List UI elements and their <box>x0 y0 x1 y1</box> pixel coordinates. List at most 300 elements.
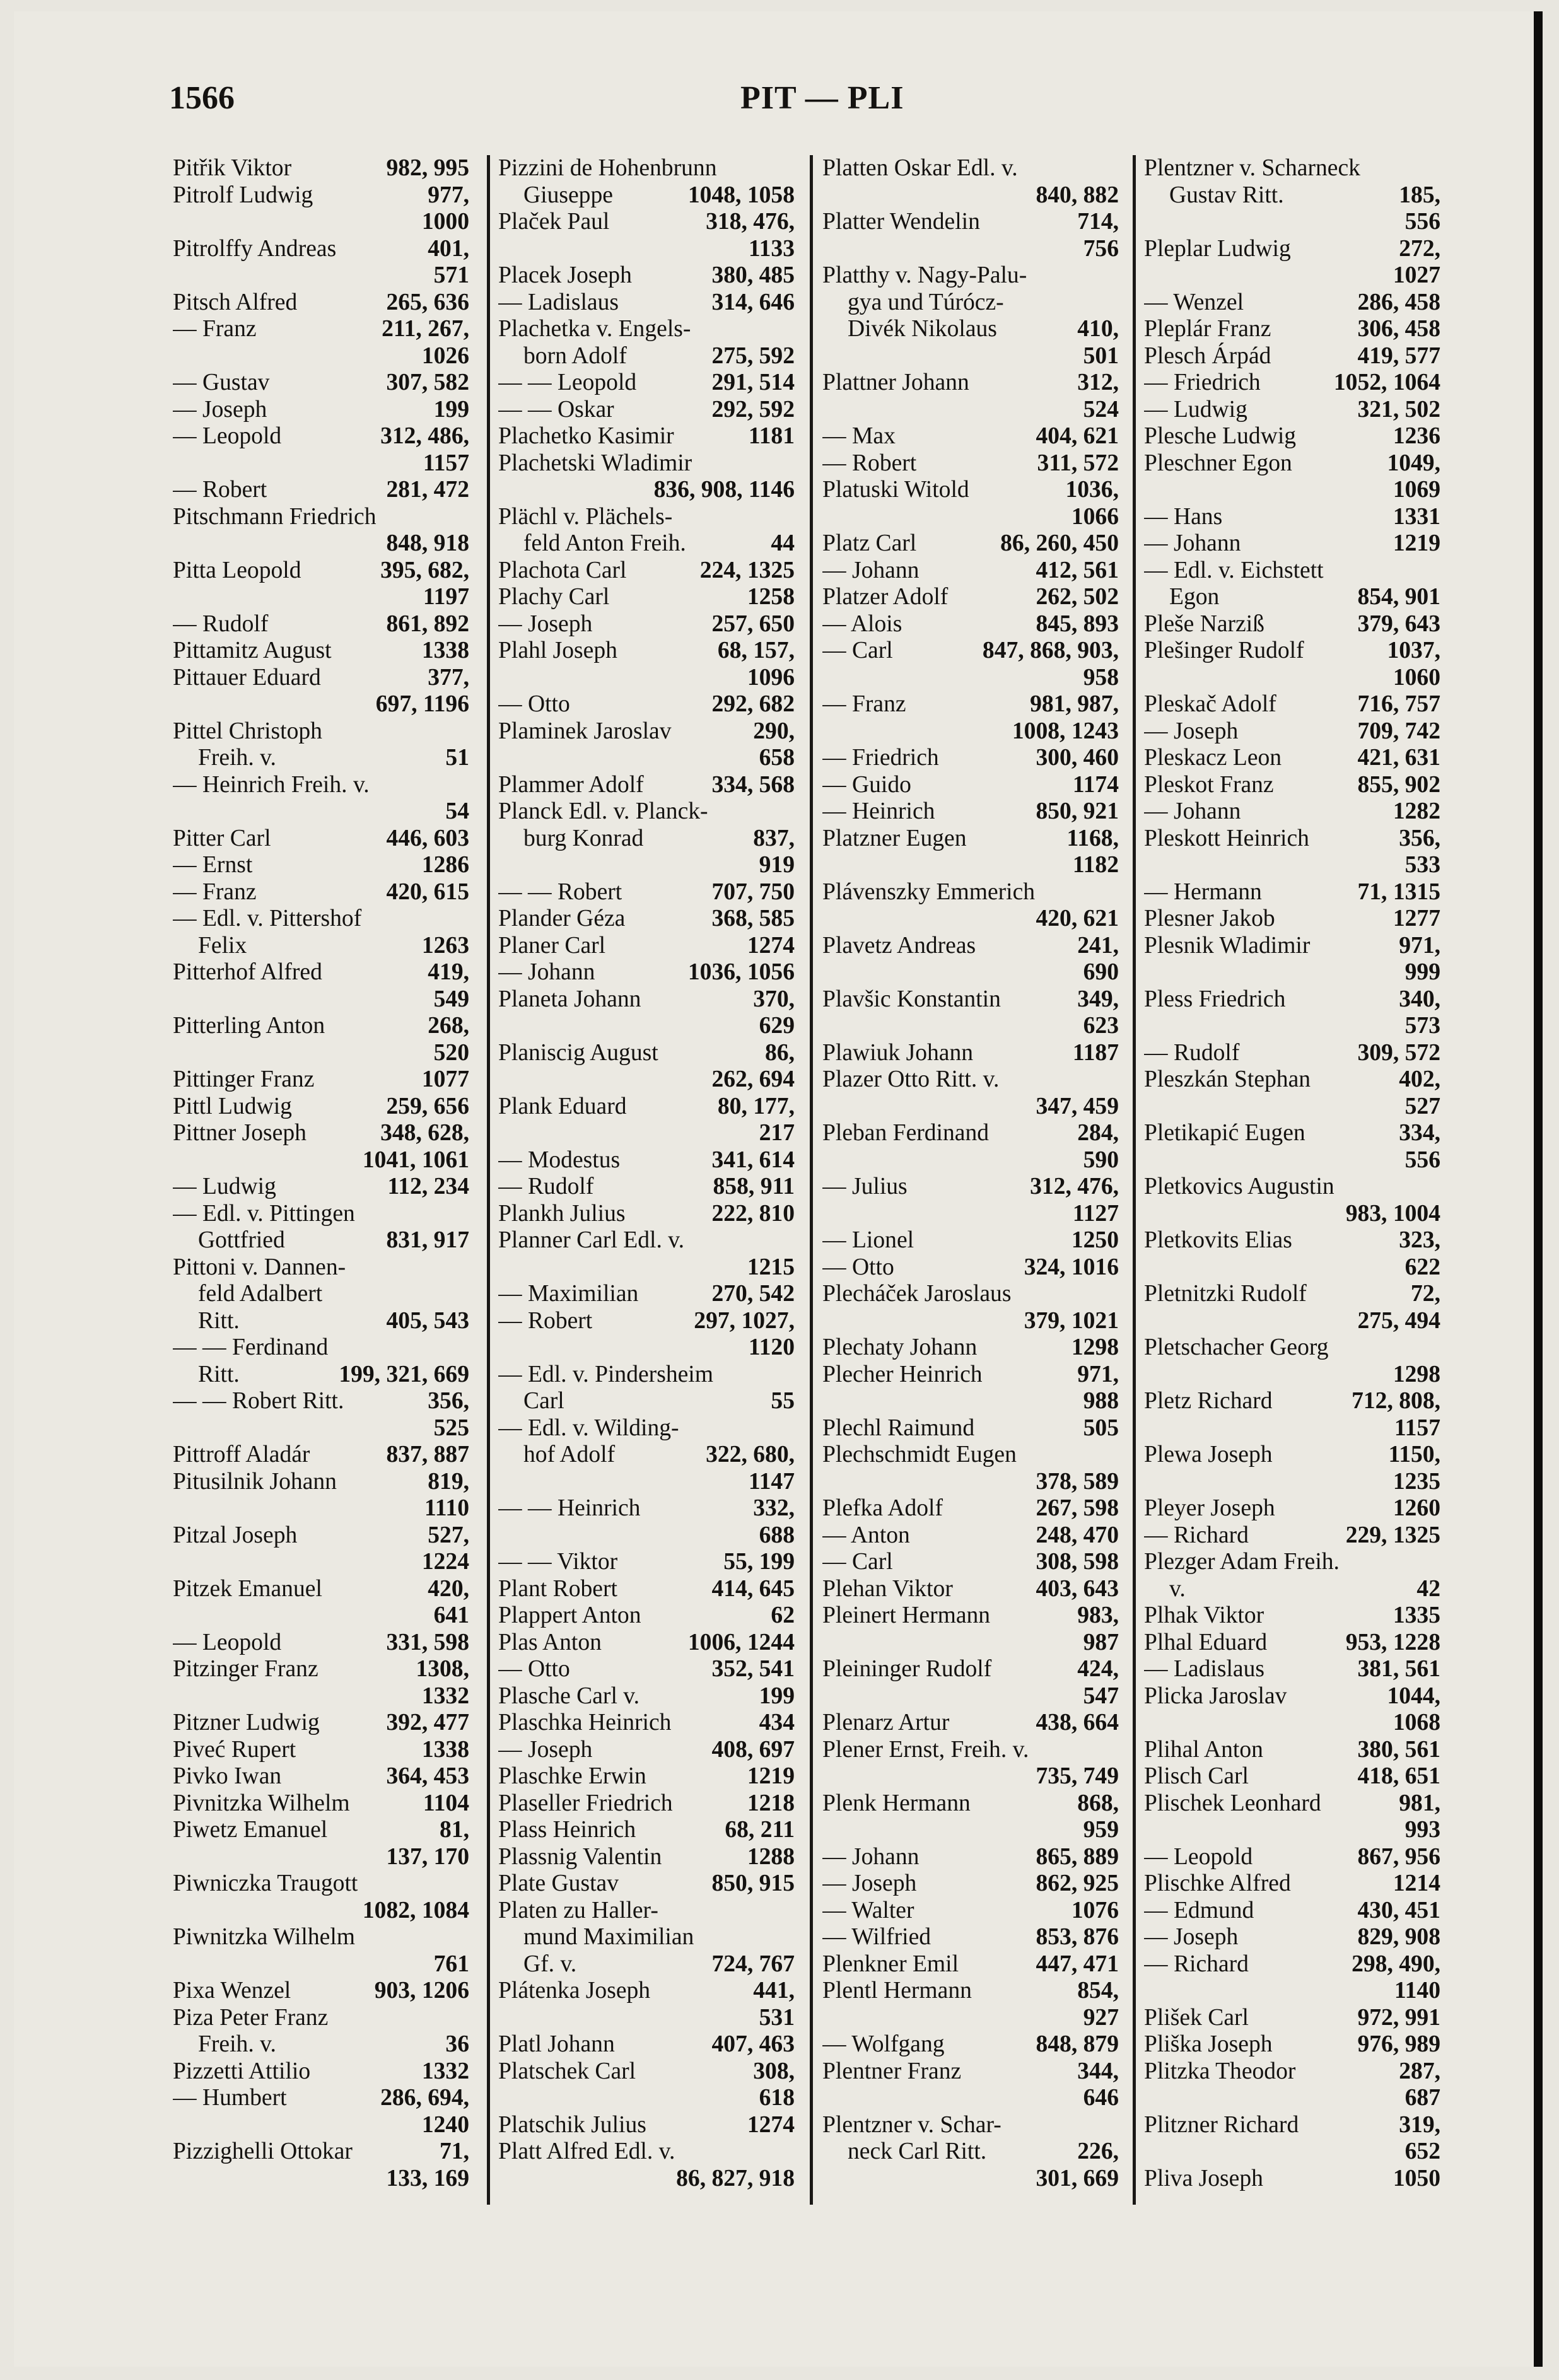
entry-pages: 86, <box>765 1039 795 1066</box>
index-entry <box>173 825 469 853</box>
entry-pages: 379, 1021 <box>1024 1307 1119 1334</box>
index-entry <box>498 530 795 557</box>
index-entry <box>173 1308 469 1335</box>
entry-pages: 404, 621 <box>1036 423 1119 449</box>
entry-name: Plavšic Konstantin <box>822 986 1001 1012</box>
index-entry <box>173 1334 469 1362</box>
entry-name: Plaček Paul <box>498 209 610 235</box>
index-entry <box>822 370 1119 397</box>
index-entry <box>1144 1951 1440 1978</box>
index-entry <box>822 825 1119 853</box>
entry-name: Plezger Adam Freih. <box>1144 1549 1340 1575</box>
entry-pages: 438, 664 <box>1036 1710 1119 1735</box>
entry-pages: 533 <box>1404 852 1440 878</box>
entry-pages: 368, 585 <box>711 906 795 931</box>
entry-name: — Carl <box>822 638 893 663</box>
entry-pages: 217 <box>759 1120 795 1146</box>
index-entry <box>173 1737 469 1764</box>
entry-pages: 370, <box>753 986 795 1012</box>
entry-pages: 262, 694 <box>711 1066 795 1092</box>
entry-name: Pittroff Aladár <box>173 1442 310 1467</box>
index-entry <box>1144 1737 1440 1764</box>
entry-pages: 1258 <box>747 584 795 610</box>
entry-name: Pleschner Egon <box>1144 450 1292 476</box>
entry-pages: 298, 490, <box>1352 1951 1440 1977</box>
index-entry <box>498 1576 795 1603</box>
entry-name: Plechschmidt Eugen <box>822 1442 1017 1467</box>
entry-pages: 275, 592 <box>711 342 795 369</box>
entry-pages: 268, <box>428 1013 469 1039</box>
entry-pages: 55, 199 <box>723 1549 795 1575</box>
index-entry <box>498 343 795 370</box>
index-entry <box>1144 343 1440 370</box>
index-entry <box>173 2005 469 2032</box>
index-entry <box>173 1174 469 1201</box>
index-entry <box>498 1227 795 1254</box>
index-entry <box>1144 1924 1440 1951</box>
entry-pages: 716, 757 <box>1357 691 1440 717</box>
entry-name: Pitzner Ludwig <box>173 1710 320 1735</box>
entry-pages: 977, <box>428 182 469 208</box>
entry-name: Plewa Joseph <box>1144 1442 1273 1467</box>
entry-pages: 1250 <box>1071 1227 1119 1253</box>
index-entry <box>1144 1281 1440 1308</box>
entry-name: — — Leopold <box>498 370 637 395</box>
entry-pages: 1240 <box>421 2111 469 2138</box>
index-entry <box>1144 2138 1440 2166</box>
entry-name: — Wolfgang <box>822 2031 945 2057</box>
index-entry <box>1144 1415 1440 1442</box>
index-entry <box>173 1495 469 1522</box>
entry-name: Pittamitz August <box>173 638 332 663</box>
index-entry <box>1144 2005 1440 2032</box>
entry-pages: 1308, <box>416 1656 469 1682</box>
index-entry <box>1144 504 1440 531</box>
index-entry <box>498 1630 795 1657</box>
entry-name: — — Robert Ritt. <box>173 1388 344 1414</box>
index-entry <box>173 1790 469 1817</box>
entry-pages: 1133 <box>748 235 795 262</box>
entry-name: — Friedrich <box>822 745 939 771</box>
entry-name: Pitrolf Ludwig <box>173 182 313 208</box>
index-entry <box>498 450 795 477</box>
entry-pages: 854, 901 <box>1357 584 1440 610</box>
index-entry <box>822 530 1119 557</box>
index-entry <box>498 1763 795 1790</box>
entry-name: Plant Robert <box>498 1575 617 1602</box>
index-entry <box>498 1040 795 1067</box>
entry-name: — Joseph <box>1144 1924 1239 1950</box>
entry-pages: 953, 1228 <box>1345 1629 1440 1655</box>
index-entry <box>822 1495 1119 1522</box>
index-entry <box>822 1630 1119 1657</box>
entry-name: Piwnitzka Wilhelm <box>173 1924 355 1950</box>
index-entry <box>822 1469 1119 1496</box>
entry-name: Plesnik Wladimir <box>1144 932 1311 959</box>
entry-pages: 292, 592 <box>711 396 795 423</box>
entry-name: Pliva Joseph <box>1144 2165 1263 2191</box>
entry-name: Plhal Eduard <box>1144 1629 1268 1655</box>
index-entry <box>498 1120 795 1147</box>
entry-pages: 1044, <box>1387 1683 1440 1709</box>
entry-name: Plitzka Theodor <box>1144 2058 1296 2084</box>
entry-name: Pixa Wenzel <box>173 1978 291 2004</box>
entry-name: Plischek Leonhard <box>1144 1790 1321 1816</box>
index-entry <box>173 1147 469 1174</box>
entry-pages: 756 <box>1083 235 1119 262</box>
entry-name: Pleskač Adolf <box>1144 691 1276 717</box>
index-entry <box>498 236 795 263</box>
entry-name: Plefka Adolf <box>822 1495 943 1521</box>
entry-pages: 688 <box>759 1522 795 1548</box>
entry-pages: 1235 <box>1393 1468 1440 1495</box>
entry-pages: 982, 995 <box>386 155 469 181</box>
entry-pages: 641 <box>433 1602 469 1628</box>
entry-pages: 378, 589 <box>1036 1468 1119 1495</box>
index-entry <box>498 879 795 906</box>
entry-name: Plachota Carl <box>498 557 627 583</box>
index-entry <box>1144 1790 1440 1817</box>
entry-pages: 697, 1196 <box>375 691 469 717</box>
entry-pages: 981, <box>1399 1790 1440 1816</box>
entry-name: Ritt. <box>198 1307 240 1334</box>
index-entry <box>822 959 1119 986</box>
entry-name: — — Robert <box>498 878 622 905</box>
entry-pages: 981, 987, <box>1030 691 1119 717</box>
entry-pages: 690 <box>1083 959 1119 985</box>
entry-name: Pleszkán Stephan <box>1144 1066 1311 1092</box>
entry-name: Pizzighelli Ottokar <box>173 2138 353 2164</box>
entry-pages: 80, 177, <box>717 1093 795 1119</box>
entry-pages: 1037, <box>1387 638 1440 663</box>
index-entry <box>822 933 1119 960</box>
entry-name: Pitter Carl <box>173 825 271 851</box>
index-entry <box>822 1066 1119 1094</box>
index-entry <box>173 1630 469 1657</box>
entry-pages: 1219 <box>747 1763 795 1789</box>
entry-pages: 319, <box>1399 2111 1440 2138</box>
entry-name: Pittner Joseph <box>173 1120 307 1146</box>
index-entry <box>498 1844 795 1871</box>
index-entry <box>173 2138 469 2166</box>
entry-pages: 971, <box>1077 1361 1119 1387</box>
index-entry <box>173 370 469 397</box>
index-entry <box>822 1737 1119 1764</box>
entry-name: — Otto <box>498 691 570 717</box>
entry-pages: 71, 1315 <box>1357 878 1440 905</box>
index-entry <box>498 798 795 825</box>
entry-pages: 903, 1206 <box>374 1978 469 2004</box>
entry-pages: 1082, 1084 <box>362 1897 469 1923</box>
entry-pages: 547 <box>1083 1683 1119 1709</box>
entry-pages: 68, 157, <box>717 638 795 663</box>
index-entry <box>173 1227 469 1254</box>
index-entry <box>173 1388 469 1415</box>
index-entry <box>822 504 1119 531</box>
index-entry <box>1144 665 1440 692</box>
entry-name: Pitterling Anton <box>173 1013 325 1039</box>
index-entry <box>1144 2058 1440 2085</box>
entry-name: Pizzini de Hohenbrunn <box>498 155 717 181</box>
entry-pages: 314, 646 <box>711 289 795 315</box>
index-entry <box>822 289 1119 317</box>
index-entry <box>173 638 469 665</box>
entry-pages: 410, <box>1077 316 1119 342</box>
index-entry <box>173 1442 469 1469</box>
entry-pages: 1215 <box>747 1254 795 1280</box>
index-entry <box>173 852 469 879</box>
index-entry <box>498 1201 795 1228</box>
entry-name: Gustav Ritt. <box>1169 182 1284 208</box>
entry-name: Plišek Carl <box>1144 2004 1249 2031</box>
entry-pages: 312, 486, <box>380 423 469 449</box>
entry-pages: 1077 <box>421 1066 469 1092</box>
index-entry <box>498 2138 795 2166</box>
entry-name: Pitta Leopold <box>173 557 301 583</box>
entry-name: Pittauer Eduard <box>173 664 321 691</box>
entry-pages: 1263 <box>421 932 469 959</box>
entry-pages: 1147 <box>748 1468 795 1495</box>
index-entry <box>173 530 469 557</box>
index-entry <box>822 879 1119 906</box>
entry-name: Pittl Ludwig <box>173 1093 292 1119</box>
entry-pages: 987 <box>1083 1629 1119 1655</box>
index-entry <box>498 370 795 397</box>
index-entry <box>822 1308 1119 1335</box>
entry-pages: 284, <box>1077 1120 1119 1146</box>
index-entry <box>498 2112 795 2139</box>
index-entry <box>822 584 1119 611</box>
entry-name: Giuseppe <box>523 182 613 208</box>
index-entry <box>822 182 1119 209</box>
entry-pages: 318, 476, <box>706 209 795 235</box>
entry-name: — Johann <box>822 1843 920 1870</box>
entry-pages: 1096 <box>747 664 795 691</box>
entry-name: Planck Edl. v. Planck- <box>498 798 708 824</box>
entry-name: Pless Friedrich <box>1144 986 1286 1012</box>
entry-pages: 356, <box>428 1388 469 1414</box>
entry-name: Pliška Joseph <box>1144 2031 1273 2057</box>
index-entry <box>173 1469 469 1496</box>
index-entry <box>173 343 469 370</box>
entry-name: Pitzek Emanuel <box>173 1575 322 1602</box>
index-entry <box>822 1013 1119 1040</box>
index-entry <box>1144 959 1440 986</box>
index-entry <box>173 397 469 424</box>
entry-name: — Ernst <box>173 852 253 878</box>
entry-pages: 573 <box>1404 1013 1440 1039</box>
entry-pages: 1219 <box>1393 530 1440 556</box>
entry-name: Pletnitzki Rudolf <box>1144 1281 1307 1307</box>
index-entry <box>173 1013 469 1040</box>
entry-pages: 347, 459 <box>1036 1093 1119 1119</box>
index-entry <box>1144 1710 1440 1737</box>
entry-name: — Ludwig <box>1144 396 1247 423</box>
entry-name: — Ludwig <box>173 1174 276 1199</box>
index-columns <box>173 155 1453 2205</box>
index-entry <box>173 1924 469 1951</box>
index-entry <box>822 718 1119 745</box>
entry-name: — Rudolf <box>1144 1039 1240 1066</box>
entry-pages: 301, 669 <box>1036 2165 1119 2191</box>
index-entry <box>173 959 469 986</box>
index-entry <box>1144 289 1440 317</box>
entry-name: — Max <box>822 423 896 449</box>
index-entry <box>173 1040 469 1067</box>
index-entry <box>173 504 469 531</box>
entry-name: Plachetka v. Engels- <box>498 316 691 342</box>
index-entry <box>1144 1522 1440 1549</box>
index-entry <box>1144 2085 1440 2112</box>
entry-name: Plicka Jaroslav <box>1144 1683 1287 1709</box>
entry-name: — Edl. v. Pindersheim <box>498 1361 713 1387</box>
index-column-1 <box>173 155 469 2205</box>
entry-pages: 1000 <box>421 209 469 235</box>
index-entry <box>1144 1066 1440 1094</box>
entry-pages: 364, 453 <box>386 1763 469 1789</box>
entry-pages: 403, 643 <box>1036 1575 1119 1602</box>
entry-pages: 402, <box>1399 1066 1440 1092</box>
entry-pages: 36 <box>445 2031 469 2057</box>
entry-name: — Modestus <box>498 1146 621 1173</box>
entry-name: Platten Oskar Edl. v. <box>822 155 1018 181</box>
entry-pages: 1298 <box>1071 1334 1119 1360</box>
entry-pages: 420, 615 <box>386 878 469 905</box>
entry-pages: 68, 211 <box>725 1817 795 1843</box>
entry-name: Pletz Richard <box>1144 1388 1273 1414</box>
index-entry <box>1144 1334 1440 1362</box>
index-entry <box>173 691 469 718</box>
index-entry <box>173 1066 469 1094</box>
index-entry <box>1144 423 1440 450</box>
entry-pages: 520 <box>433 1039 469 1066</box>
entry-name: Pletkovics Augustin <box>1144 1174 1334 1199</box>
entry-pages: 434 <box>759 1710 795 1735</box>
index-entry <box>1144 1549 1440 1576</box>
index-entry <box>1144 611 1440 638</box>
entry-pages: 1052, 1064 <box>1333 370 1440 395</box>
index-entry <box>498 1790 795 1817</box>
entry-pages: 405, 543 <box>386 1307 469 1334</box>
index-entry <box>173 745 469 772</box>
index-entry <box>822 1763 1119 1790</box>
entry-pages: 850, 921 <box>1036 798 1119 824</box>
index-entry <box>498 1147 795 1174</box>
index-entry <box>822 1040 1119 1067</box>
entry-pages: 395, 682, <box>380 557 469 583</box>
index-entry <box>498 209 795 236</box>
entry-name: Plesner Jakob <box>1144 906 1275 931</box>
entry-pages: 287, <box>1399 2058 1440 2084</box>
index-entry <box>822 1924 1119 1951</box>
entry-name: — Leopold <box>173 423 282 449</box>
entry-pages: 527 <box>1404 1093 1440 1119</box>
entry-name: Plechaty Johann <box>822 1334 978 1360</box>
entry-pages: 707, 750 <box>711 878 795 905</box>
entry-pages: 419, <box>428 959 469 985</box>
entry-pages: 840, 882 <box>1036 182 1119 208</box>
index-entry <box>822 611 1119 638</box>
entry-name: — Lionel <box>822 1227 914 1253</box>
entry-pages: 622 <box>1404 1254 1440 1280</box>
entry-pages: 1260 <box>1393 1495 1440 1521</box>
index-entry <box>1144 1469 1440 1496</box>
index-entry <box>498 665 795 692</box>
index-entry <box>822 745 1119 772</box>
entry-name: burg Konrad <box>523 825 644 851</box>
entry-name: Piwniczka Traugott <box>173 1870 358 1896</box>
entry-name: Platen zu Haller- <box>498 1897 658 1923</box>
entry-name: Plächl v. Plächels- <box>498 503 673 530</box>
entry-name: Piza Peter Franz <box>173 2004 329 2031</box>
entry-name: — Alois <box>822 610 902 637</box>
entry-name: Pittel Christoph <box>173 718 322 744</box>
index-entry <box>1144 1308 1440 1335</box>
entry-name: — Humbert <box>173 2085 287 2111</box>
entry-name: Plaseller Friedrich <box>498 1790 673 1816</box>
entry-pages: 972, 991 <box>1357 2004 1440 2031</box>
entry-pages: 1127 <box>1072 1200 1119 1227</box>
entry-pages: 1006, 1244 <box>687 1629 795 1655</box>
entry-pages: 1120 <box>748 1334 795 1360</box>
index-entry <box>173 1978 469 2005</box>
entry-name: Plávenszky Emmerich <box>822 878 1036 905</box>
entry-name: Plavetz Andreas <box>822 932 976 959</box>
entry-pages: 1332 <box>421 1683 469 1709</box>
index-entry <box>822 638 1119 665</box>
index-entry <box>1144 1388 1440 1415</box>
entry-pages: 421, 631 <box>1357 745 1440 771</box>
index-entry <box>1144 316 1440 343</box>
entry-name: gya und Túrócz- <box>848 289 1004 315</box>
entry-pages: 257, 650 <box>711 610 795 637</box>
entry-pages: 408, 697 <box>711 1736 795 1763</box>
entry-pages: 332, <box>753 1495 795 1521</box>
entry-name: Carl <box>523 1388 564 1414</box>
index-entry <box>1144 182 1440 209</box>
entry-name: — Hans <box>1144 503 1223 530</box>
index-entry <box>822 2031 1119 2058</box>
index-entry <box>173 2166 469 2193</box>
entry-name: Plitzner Richard <box>1144 2111 1299 2138</box>
entry-name: Pitzal Joseph <box>173 1522 298 1548</box>
index-entry <box>498 691 795 718</box>
index-entry <box>822 209 1119 236</box>
index-entry <box>498 933 795 960</box>
entry-name: — Hermann <box>1144 878 1262 905</box>
index-entry <box>173 2085 469 2112</box>
entry-pages: 392, 477 <box>386 1710 469 1735</box>
entry-pages: 1157 <box>1394 1415 1440 1441</box>
entry-pages: 356, <box>1399 825 1440 851</box>
entry-name: — Edmund <box>1144 1897 1254 1923</box>
index-entry <box>822 1576 1119 1603</box>
index-entry <box>1144 1013 1440 1040</box>
index-entry <box>822 155 1119 182</box>
index-entry <box>822 477 1119 504</box>
entry-pages: 971, <box>1399 932 1440 959</box>
index-entry <box>1144 1442 1440 1469</box>
index-entry <box>498 611 795 638</box>
entry-pages: 275, 494 <box>1357 1307 1440 1334</box>
entry-pages: 618 <box>759 2085 795 2111</box>
entry-pages: 55 <box>771 1388 795 1414</box>
entry-pages: 1048, 1058 <box>687 182 795 208</box>
index-entry <box>822 1415 1119 1442</box>
entry-pages: 292, 682 <box>711 691 795 717</box>
index-entry <box>1144 1602 1440 1630</box>
index-entry <box>1144 2112 1440 2139</box>
